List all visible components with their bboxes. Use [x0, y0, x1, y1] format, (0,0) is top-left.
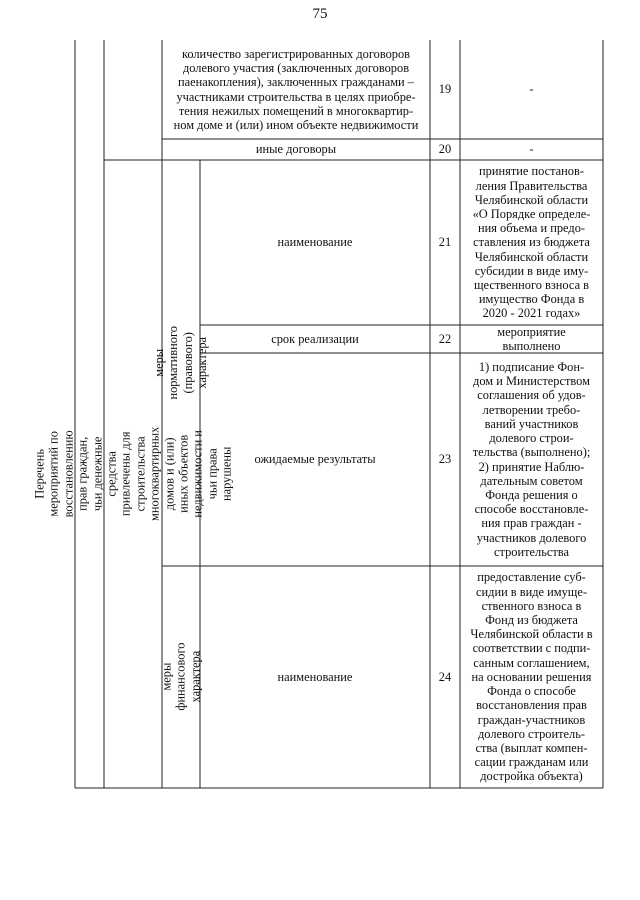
row-22-value: мероприятие выполнено: [497, 324, 566, 353]
row-23-number: 23: [438, 452, 452, 467]
row-22-description: срок реализации: [271, 331, 359, 346]
section-label-text: Перечень мероприятий по восстановлению прав граждан, чьи денежные средства привлечены для строительства многоквартирных домов и (или) иных объектов недвижимости и чьи права нарушены: [32, 426, 234, 522]
row-20-number: 20: [438, 142, 452, 157]
row-22-number: 22: [438, 331, 452, 346]
regulatory-measures-label: [152, 160, 210, 566]
row-23-description: ожидаемые результаты: [254, 452, 376, 467]
row-20-value: -: [529, 142, 534, 157]
row-20-description: иные договоры: [255, 142, 337, 157]
row-21-description: наименование: [277, 235, 353, 250]
financial-measures-text: меры финансового характера: [159, 642, 203, 712]
row-19-number: 19: [438, 82, 452, 97]
financial-measures-label: [159, 566, 203, 788]
row-24-description: наименование: [277, 669, 353, 684]
regulatory-measures-text: меры нормативного (правового) характера: [152, 326, 210, 400]
row-21-value: принятие постанов- ления Правительства Челябинской области «О Порядке определе- ния объема и предо- ставления из бюджета Челябинской области субсидии в виде иму- щественного взноса в имущество Фонда в 2020 - 2021 годах»: [472, 164, 591, 321]
row-24-number: 24: [438, 669, 452, 684]
row-23-value: 1) подписание Фон- дом и Министерством соглашения об удов- летворении требо- ваний участников долевого строи- тельства (выполнено); 2) принятие Наблю- дательным советом Фонда решения о способе восстановле- ния прав граждан - участников долевого строительства: [472, 360, 591, 559]
row-21-number: 21: [438, 235, 452, 250]
row-19-description: количество зарегистрированных договоров долевого участия (заключенных договоров паенакопления), заключенных гражданами – участниками строительства в целях приобре- тения нежилых помещений в многоквартир- ном доме и (или) ином объекте недвижимости: [173, 46, 419, 132]
row-19-value: -: [529, 82, 534, 97]
page-number: 75: [312, 6, 328, 22]
row-24-value: предоставление суб- сидии в виде имуще- ственного взноса в Фонд из бюджета Челябинской области в соответствии с подпи- санным соглашением, на основании решения Фонда о способе восстановления прав граждан-участников долевого строитель- ства (выплат компен- сации гражданам или достройка объекта): [470, 570, 593, 784]
